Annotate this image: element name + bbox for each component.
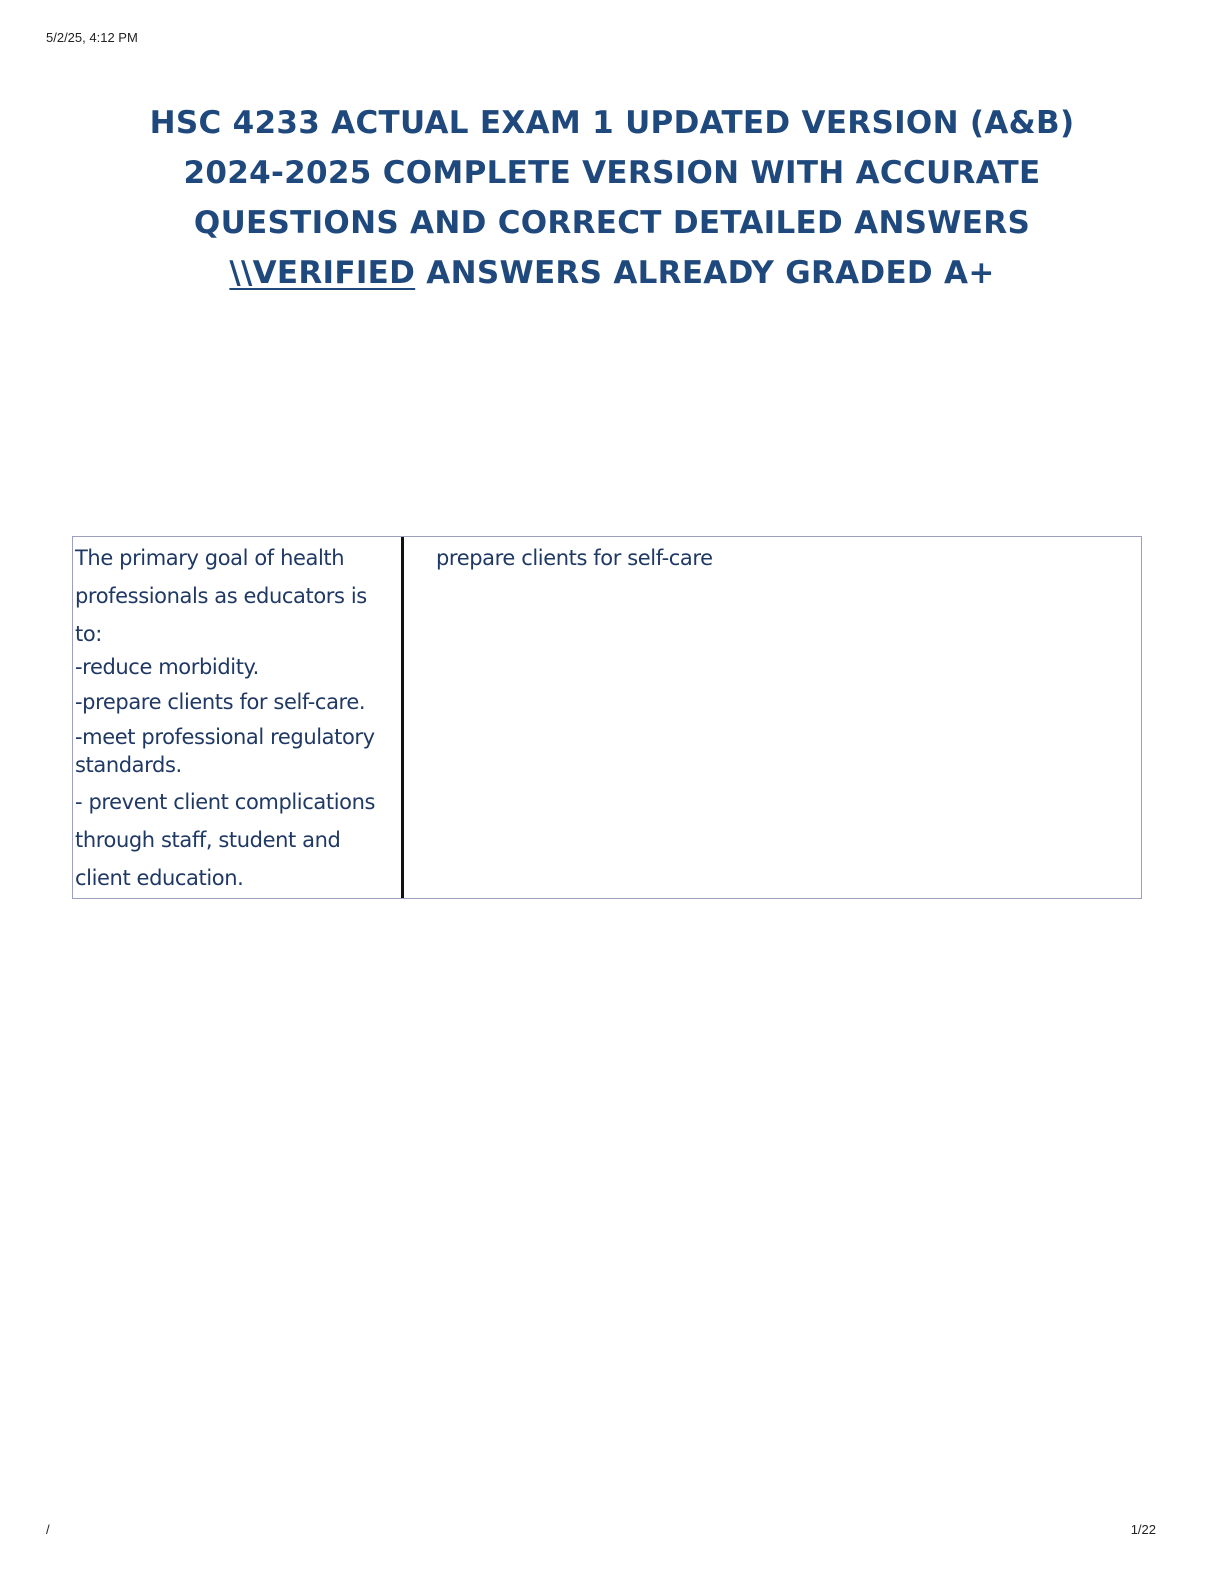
question-option-4-text: - prevent client complications through staff, student and client education.	[75, 790, 376, 890]
question-cell	[73, 537, 404, 898]
question-stem: The primary goal of health professionals as educators is to:	[75, 546, 367, 646]
question-option-2: -prepare clients for self-care.	[75, 690, 366, 714]
document-title	[60, 98, 1164, 298]
print-footer-url: /	[46, 1522, 50, 1537]
print-timestamp: 5/2/25, 4:12 PM	[46, 30, 138, 45]
title-line-1: HSC 4233 ACTUAL EXAM 1 UPDATED VERSION (A&B)	[149, 105, 1075, 141]
question-option-3: -meet professional regulatory standards.	[75, 725, 375, 777]
page-number: 1/22	[1130, 1522, 1156, 1537]
answer-cell	[404, 537, 1141, 898]
question-option-1: -reduce morbidity.	[75, 655, 259, 679]
answer-text: prepare clients for self-care	[436, 546, 713, 570]
title-verified-underlined: \\VERIFIED	[229, 255, 416, 291]
title-line-2: 2024-2025 COMPLETE VERSION WITH ACCURATE	[183, 155, 1041, 191]
title-line-3: QUESTIONS AND CORRECT DETAILED ANSWERS	[193, 205, 1031, 241]
flashcard-table	[72, 536, 1142, 899]
question-option-4	[75, 783, 397, 897]
title-line-4-rest: ANSWERS ALREADY GRADED A+	[415, 255, 995, 291]
title-line-4	[60, 248, 1164, 298]
